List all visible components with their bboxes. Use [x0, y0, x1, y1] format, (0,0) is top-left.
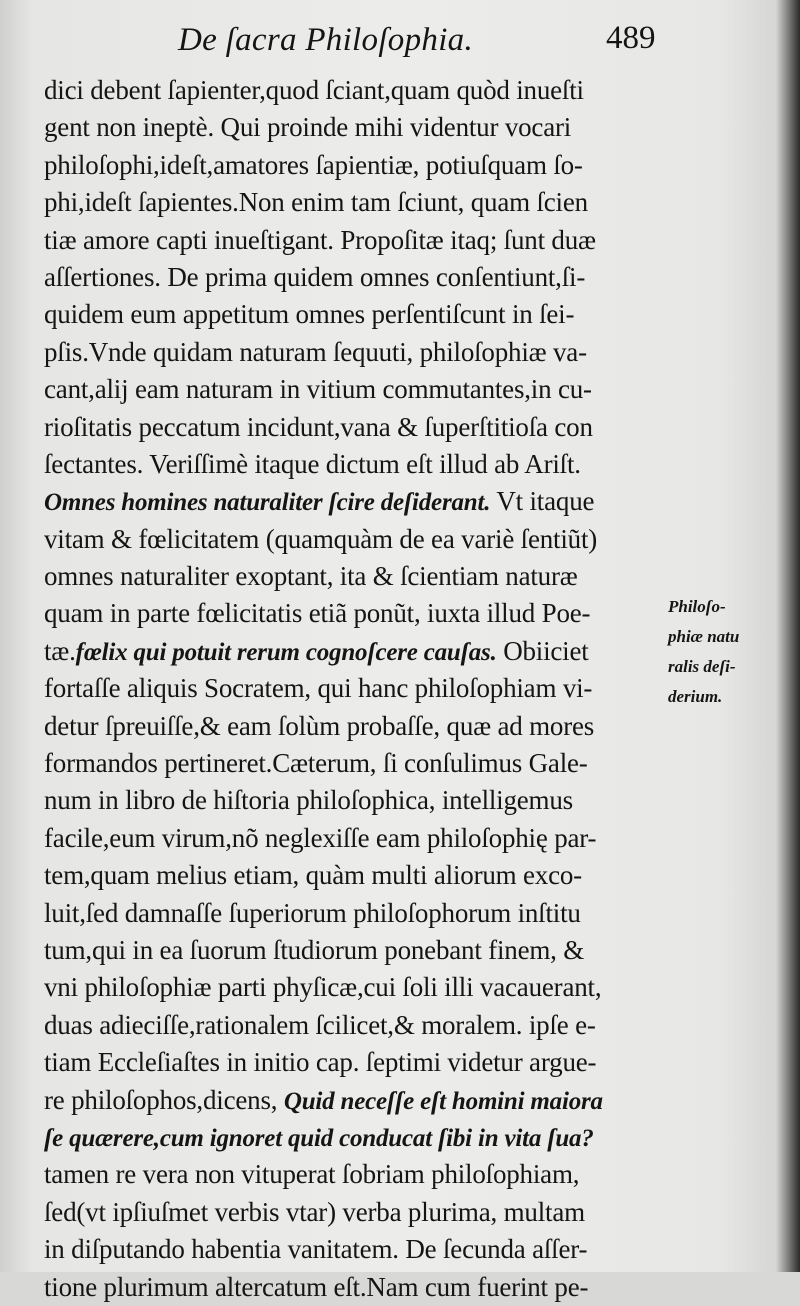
text-line: quidem eum appetitum omnes perſentiſcunt in ſei-	[44, 299, 575, 330]
text-line: omnes naturaliter exoptant, ita & ſcientiam naturæ	[44, 561, 578, 592]
text-line: luit,ſed damnaſſe ſuperiorum philoſophorum inſtitu	[44, 897, 581, 928]
text-line-mixed	[44, 633, 674, 670]
text-line: in diſputando habentia vanitatem. De ſecunda aſſer-	[44, 1234, 588, 1265]
text-line: tamen re vera non vituperat ſobriam philoſophiam,	[44, 1159, 580, 1190]
text-line: duas adieciſſe,rationalem ſcilicet,& moralem. ipſe e-	[44, 1009, 596, 1040]
page-header	[0, 18, 800, 68]
text-line: gent non ineptè. Qui proinde mihi videntur vocari	[44, 112, 572, 143]
text-segment: Vt itaque	[490, 486, 595, 517]
text-line: tum,qui in ea ſuorum ſtudiorum ponebant finem, &	[44, 934, 585, 965]
page-number: 489	[606, 20, 656, 56]
text-line: tione plurimum altercatum eſt.Nam cum fuerint pe-	[44, 1271, 589, 1302]
text-line: tem,quam melius etiam, quàm multi aliorum exco-	[44, 860, 582, 891]
text-line: cant,alij eam naturam in vitium commutantes,in cu-	[44, 374, 592, 405]
ecclesiastes-quote: Quid neceſſe eſt homini maiora	[283, 1087, 603, 1115]
text-line: aſſertiones. De prima quidem omnes conſentiunt,ſi-	[44, 261, 586, 292]
text-line: ſectantes. Veriſſimè itaque dictum eſt illud ab Ariſt.	[44, 448, 581, 479]
aristotle-quote: Omnes homines naturaliter ſcire deſiderant.	[44, 489, 491, 517]
text-line: rioſitatis peccatum incidunt,vana & ſuperſtitioſa con	[44, 411, 593, 442]
text-segment: re philoſophos,dicens,	[44, 1084, 284, 1115]
text-line: vitam & fœlicitatem (quamquàm de ea variè ſentiũt)	[44, 523, 598, 554]
text-line: ſed(vt ipſiuſmet verbis vtar) verba plurima, multam	[44, 1196, 585, 1227]
text-line: detur ſpreuiſſe,& eam ſolùm probaſſe, quæ ad mores	[44, 710, 595, 741]
text-line-mixed	[44, 1119, 674, 1156]
text-line-mixed	[44, 1082, 674, 1119]
text-line-mixed	[44, 483, 674, 520]
virgil-quote: fœlix qui potuit rerum cognoſcere cauſas.	[75, 638, 497, 666]
text-segment: tæ.	[44, 635, 76, 666]
text-line: tiæ amore capti inueſtigant. Propoſitæ itaq; ſunt duæ	[44, 224, 596, 255]
body-text	[44, 72, 674, 1306]
marginal-note	[668, 592, 778, 712]
text-line: quam in parte fœlicitatis etiã ponũt, iuxta illud Poe-	[44, 598, 591, 629]
text-line: dici debent ſapienter,quod ſciant,quam quòd inueſti	[44, 75, 584, 105]
text-line: fortaſſe aliquis Socratem, qui hanc philoſophiam vi-	[44, 673, 593, 704]
text-line: phi,ideſt ſapientes.Non enim tam ſciunt, quam ſcien	[44, 187, 588, 218]
ecclesiastes-quote-cont: ſe quærere,cum ignoret quid conducat ſibi in vita ſua?	[44, 1124, 594, 1152]
text-line: tiam Eccleſiaſtes in initio cap. ſeptimi videtur argue-	[44, 1047, 597, 1078]
text-line: pſis.Vnde quidam naturam ſequuti, philoſophiæ va-	[44, 336, 587, 367]
text-line: num in libro de hiſtoria philoſophica, intelligemus	[44, 785, 573, 816]
text-line: philoſophi,ideſt,amatores ſapientiæ, potiuſquam ſo-	[44, 149, 583, 180]
text-line: vni philoſophiæ parti phyſicæ,cui ſoli illi vacauerant,	[44, 972, 602, 1003]
text-line: facile,eum virum,nõ neglexiſſe eam philoſophię par-	[44, 822, 597, 853]
running-title: De ſacra Philoſophia.	[178, 22, 474, 58]
marginal-note-line: ralis deſi-	[668, 657, 736, 676]
marginal-note-line: Philoſo-	[668, 597, 726, 616]
marginal-note-line: phiæ natu	[668, 627, 740, 646]
marginal-note-line: derium.	[668, 687, 723, 706]
text-segment: Obiiciet	[496, 635, 589, 666]
text-line: formandos pertineret.Cæterum, ſi conſulimus Gale-	[44, 748, 588, 779]
